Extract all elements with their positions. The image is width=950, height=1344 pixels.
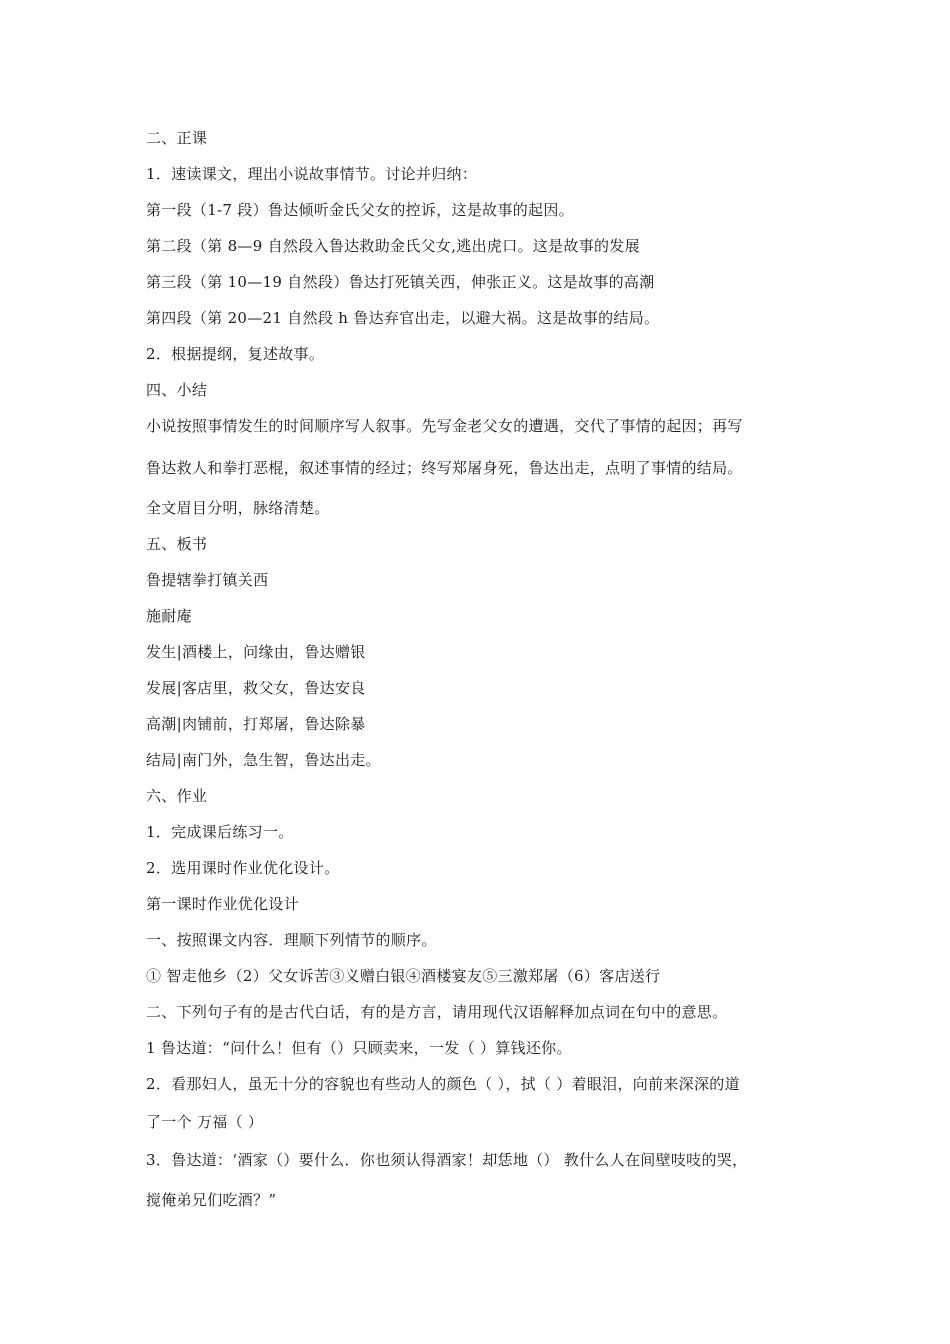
exercise-item: 2．看那妇人，虽无十分的容貌也有些动人的颜色（ ），拭（ ）着眼泪，向前来深深的道 <box>146 1075 740 1093</box>
exercise-item: 了一个 万福（ ） <box>146 1113 264 1131</box>
exercise-question: 二、下列句子有的是古代白话，有的是方言，请用现代汉语解释加点词在句中的意思。 <box>146 1003 728 1021</box>
heading-zuoye: 六、作业 <box>146 787 208 805</box>
text-line: 第二段（第 8—9 自然段入鲁达救助金氏父女,逃出虎口。这是故事的发展 <box>146 237 640 255</box>
text-line: 第一段（1-7 段）鲁达倾听金氏父女的控诉，这是故事的起因。 <box>146 201 574 219</box>
text-line: 1．速读课文，理出小说故事情节。讨论并归纳： <box>146 165 478 183</box>
text-line: 第四段（第 20—21 自然段 h 鲁达弃官出走，以避大祸。这是故事的结局。 <box>146 309 660 327</box>
board-title: 鲁提辖拳打镇关西 <box>146 571 269 589</box>
board-item: 结局|南门外，急生智，鲁达出走。 <box>146 751 381 769</box>
paragraph-line: 鲁达救人和拳打恶棍，叙述事情的经过；终写郑屠身死，鲁达出走，点明了事情的结局。 <box>146 459 743 477</box>
text-line: 2．根据提纲，复述故事。 <box>146 345 325 363</box>
text-line: 第三段（第 10—19 自然段）鲁达打死镇关西，伸张正义。这是故事的高潮 <box>146 273 655 291</box>
exercise-title: 第一课时作业优化设计 <box>146 895 300 913</box>
exercise-question: 一、按照课文内容．理顺下列情节的顺序。 <box>146 931 437 949</box>
text-line: 2．选用课时作业优化设计。 <box>146 859 340 877</box>
exercise-item: 搅俺弟兄们吃酒？” <box>146 1191 277 1209</box>
exercise-item: 3．鲁达道：‘酒家（）要什么．你也须认得酒家！却恁地（） 教什么人在间壁吱吱的哭， <box>146 1151 748 1169</box>
heading-banshu: 五、板书 <box>146 535 208 553</box>
board-item: 发生|酒楼上，问缘由，鲁达赠银 <box>146 643 366 661</box>
exercise-options: ① 智走他乡（2）父女诉苦③义赠白银④酒楼宴友⑤三激郑屠（6）客店送行 <box>146 967 661 985</box>
board-item: 高潮|肉铺前，打郑屠，鲁达除暴 <box>146 715 366 733</box>
heading-zhengke: 二、正课 <box>146 129 208 147</box>
paragraph-line: 全文眉目分明，脉络清楚。 <box>146 499 330 517</box>
board-author: 施耐庵 <box>146 607 192 625</box>
paragraph-line: 小说按照事情发生的时间顺序写人叙事。先写金老父女的遭遇，交代了事情的起因；再写 <box>146 417 743 435</box>
heading-xiaojie: 四、小结 <box>146 381 208 399</box>
exercise-item: 1 鲁达道：“问什么！但有（）只顾卖来，一发（ ）算钱还你。 <box>146 1039 572 1057</box>
board-item: 发展|客店里，救父女，鲁达安良 <box>146 679 366 697</box>
text-line: 1．完成课后练习一。 <box>146 823 294 841</box>
